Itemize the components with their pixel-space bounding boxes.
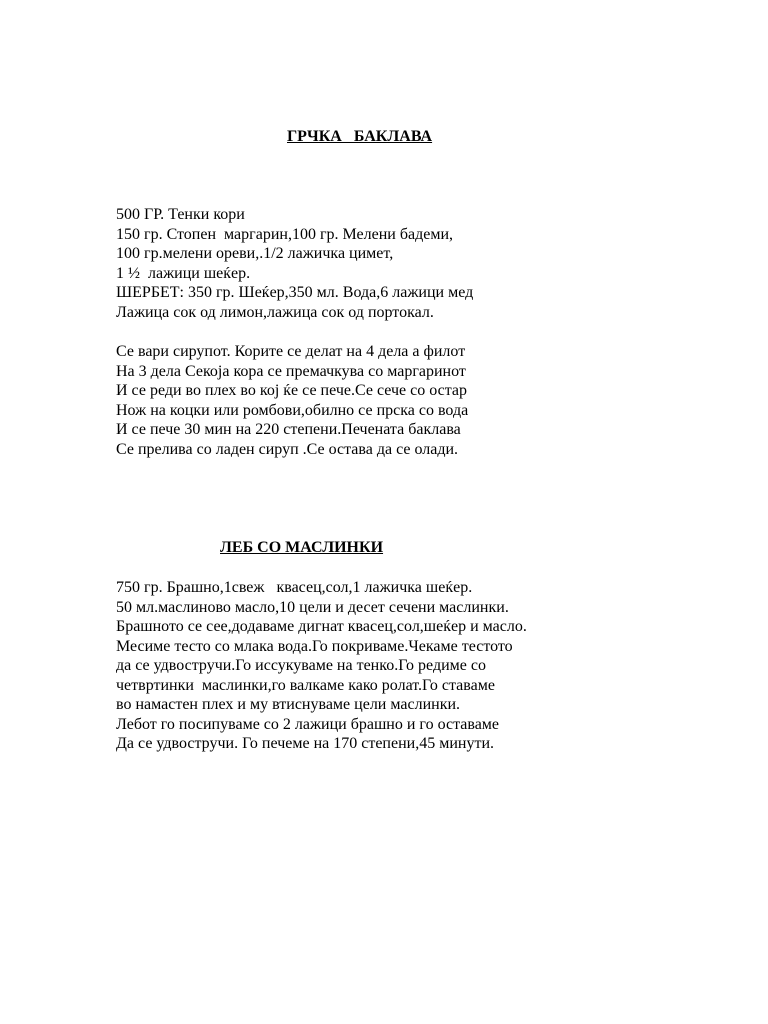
text-line: ШЕРБЕТ: 350 гр. Шеќер,350 мл. Вода,6 лажици мед bbox=[116, 284, 474, 301]
recipe-title-baklava: ГРЧКА БАКЛАВА bbox=[287, 128, 433, 145]
text-line: 100 гр.мелени ореви,.1/2 лажичка цимет, bbox=[116, 245, 394, 262]
baklava-ingredients bbox=[116, 205, 473, 322]
text-line: Нож на коцки или ромбови,обилно се прска со вода bbox=[116, 401, 469, 419]
text-line: Брашното се сее,додаваме дигнат квасец,сол,шеќер и масло. bbox=[116, 618, 527, 635]
text-line: Се прелива со ладен сируп .Се остава да се олади. bbox=[116, 440, 459, 458]
text-line: 50 мл.маслиново масло,10 цели и десет сечени маслинки. bbox=[116, 598, 509, 616]
text-line: И се пече 30 мин на 220 степени.Печената баклава bbox=[116, 421, 461, 438]
text-line: Лебот го посипуваме со 2 лажици брашно и го оставаме bbox=[116, 715, 500, 733]
olive-bread-body bbox=[116, 578, 527, 754]
text-line: И се реди во плех во кој ќе се пече.Се сече со остар bbox=[116, 382, 467, 399]
text-line: Лажица сок од лимон,лажица сок од портокал. bbox=[116, 303, 434, 321]
text-line: 1 ½ лажици шеќер. bbox=[116, 264, 251, 282]
text-line: 150 гр. Стопен маргарин,100 гр. Мелени бадеми, bbox=[116, 225, 453, 243]
text-line: Да се удвостручи. Го печеме на 170 степени,45 минути. bbox=[116, 735, 495, 752]
text-line: Се вари сирупот. Корите се делат на 4 дела а филот bbox=[116, 343, 466, 360]
recipe-title-olive-bread: ЛЕБ СО МАСЛИНКИ bbox=[220, 539, 384, 556]
text-line: во намастен плех и му втиснуваме цели маслинки. bbox=[116, 696, 461, 713]
baklava-method bbox=[116, 342, 468, 459]
text-line: На 3 дела Секоја кора се премачкува со маргаринот bbox=[116, 362, 466, 380]
text-line: 750 гр. Брашно,1свеж квасец,сол,1 лажичка шеќер. bbox=[116, 579, 473, 596]
text-line: Месиме тесто со млака вода.Го покриваме.Чекаме тестото bbox=[116, 637, 513, 655]
text-line: да се удвостручи.Го иссукуваме на тенко.Го редиме со bbox=[116, 657, 486, 674]
text-line: 500 ГР. Тенки кори bbox=[116, 206, 245, 223]
text-line: четвртинки маслинки,го валкаме како ролат.Го ставаме bbox=[116, 676, 495, 694]
